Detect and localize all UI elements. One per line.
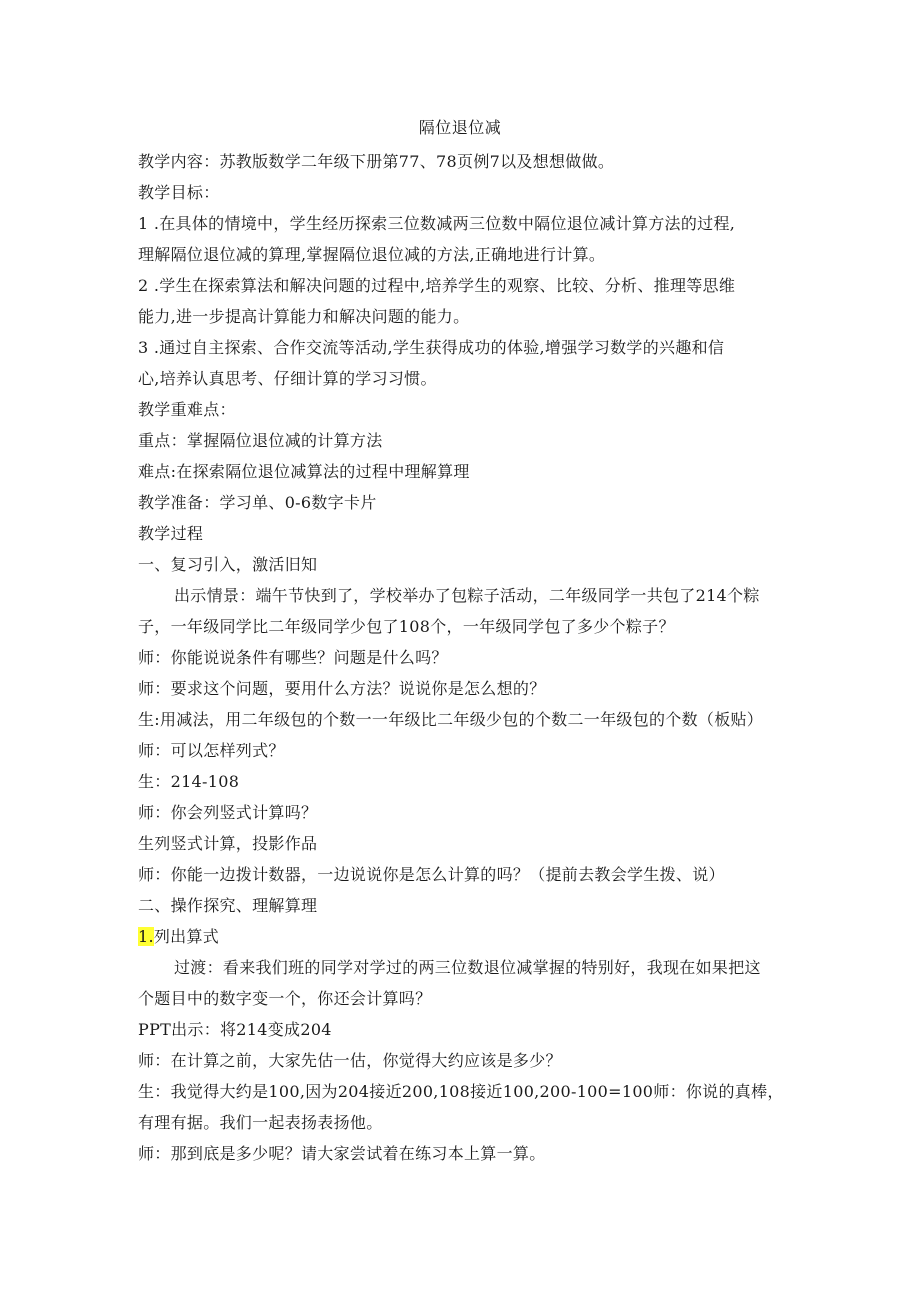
- transition-line-1: 过渡：看来我们班的同学对学过的两三位数退位减掌握的特别好，我现在如果把这: [174, 958, 761, 977]
- difficulty-line: 难点:在探索隔位退位减算法的过程中理解算理: [138, 462, 470, 481]
- step-number-highlight: 1.: [138, 927, 154, 946]
- scenario-line-1: 出示情景：端午节快到了，学校举办了包粽子活动，二年级同学一共包了214个粽: [174, 586, 760, 605]
- process-heading: 教学过程: [138, 524, 204, 543]
- dialogue-line: 生：214-108: [138, 772, 240, 791]
- section-2-heading: 二、操作探究、理解算理: [138, 896, 318, 915]
- goal-3-line-2: 心,培养认真思考、仔细计算的学习习惯。: [138, 369, 437, 388]
- teaching-goals-heading: 教学目标：: [138, 183, 220, 202]
- section-1-heading: 一、复习引入，激活旧知: [138, 555, 318, 574]
- ppt-line: PPT出示：将214变成204: [138, 1020, 332, 1039]
- key-point-line: 重点：掌握隔位退位减的计算方法: [138, 431, 383, 450]
- step-label: 列出算式: [153, 927, 220, 946]
- goal-1-line-2: 理解隔位退位减的算理,掌握隔位退位减的方法,正确地进行计算。: [138, 245, 606, 264]
- dialogue-line: 师：你会列竖式计算吗？: [138, 803, 318, 822]
- document-title: 隔位退位减: [418, 118, 502, 137]
- dialogue-line: 师：你能说说条件有哪些？问题是什么吗？: [138, 648, 448, 667]
- dialogue-line: 生列竖式计算，投影作品: [138, 834, 318, 853]
- dialogue-line: 师：那到底是多少呢？请大家尝试着在练习本上算一算。: [138, 1144, 546, 1163]
- document-body: [138, 146, 788, 1169]
- goal-3-line-1: 3 .通过自主探索、合作交流等活动,学生获得成功的体验,增强学习数学的兴趣和信: [138, 338, 725, 357]
- scenario-line-2: 子，一年级同学比二年级同学少包了108个，一年级同学包了多少个粽子？: [138, 617, 675, 636]
- key-points-heading: 教学重难点：: [138, 400, 236, 419]
- goal-1-line-1: 1 .在具体的情境中，学生经历探索三位数减两三位数中隔位退位减计算方法的过程,: [138, 214, 736, 233]
- dialogue-line: 有理有据。我们一起表扬表扬他。: [138, 1113, 383, 1132]
- dialogue-line: 师：在计算之前，大家先估一估，你觉得大约应该是多少？: [138, 1051, 562, 1070]
- step-1-heading: [138, 921, 788, 952]
- dialogue-line: 师：要求这个问题，要用什么方法？说说你是怎么想的？: [138, 679, 546, 698]
- dialogue-line: 生：我觉得大约是100,因为204接近200,108接近100,200-100=100师：你说的真棒，: [138, 1082, 784, 1101]
- dialogue-line: 师：可以怎样列式？: [138, 741, 285, 760]
- goal-2-line-1: 2 .学生在探索算法和解决问题的过程中,培养学生的观察、比较、分析、推理等思维: [138, 276, 736, 295]
- goal-2-line-2: 能力,进一步提高计算能力和解决问题的能力。: [138, 307, 470, 326]
- transition-line-2: 个题目中的数字变一个，你还会计算吗？: [138, 989, 432, 1008]
- preparation-line: 教学准备：学习单、0-6数字卡片: [138, 493, 377, 512]
- dialogue-line: 师：你能一边拨计数器，一边说说你是怎么计算的吗？（提前去教会学生拨、说）: [138, 865, 725, 884]
- dialogue-line: 生:用减法，用二年级包的个数一一年级比二年级少包的个数二一年级包的个数（板贴）: [138, 710, 764, 729]
- teaching-content-line: 教学内容：苏教版数学二年级下册第77、78页例7以及想想做做。: [138, 152, 615, 171]
